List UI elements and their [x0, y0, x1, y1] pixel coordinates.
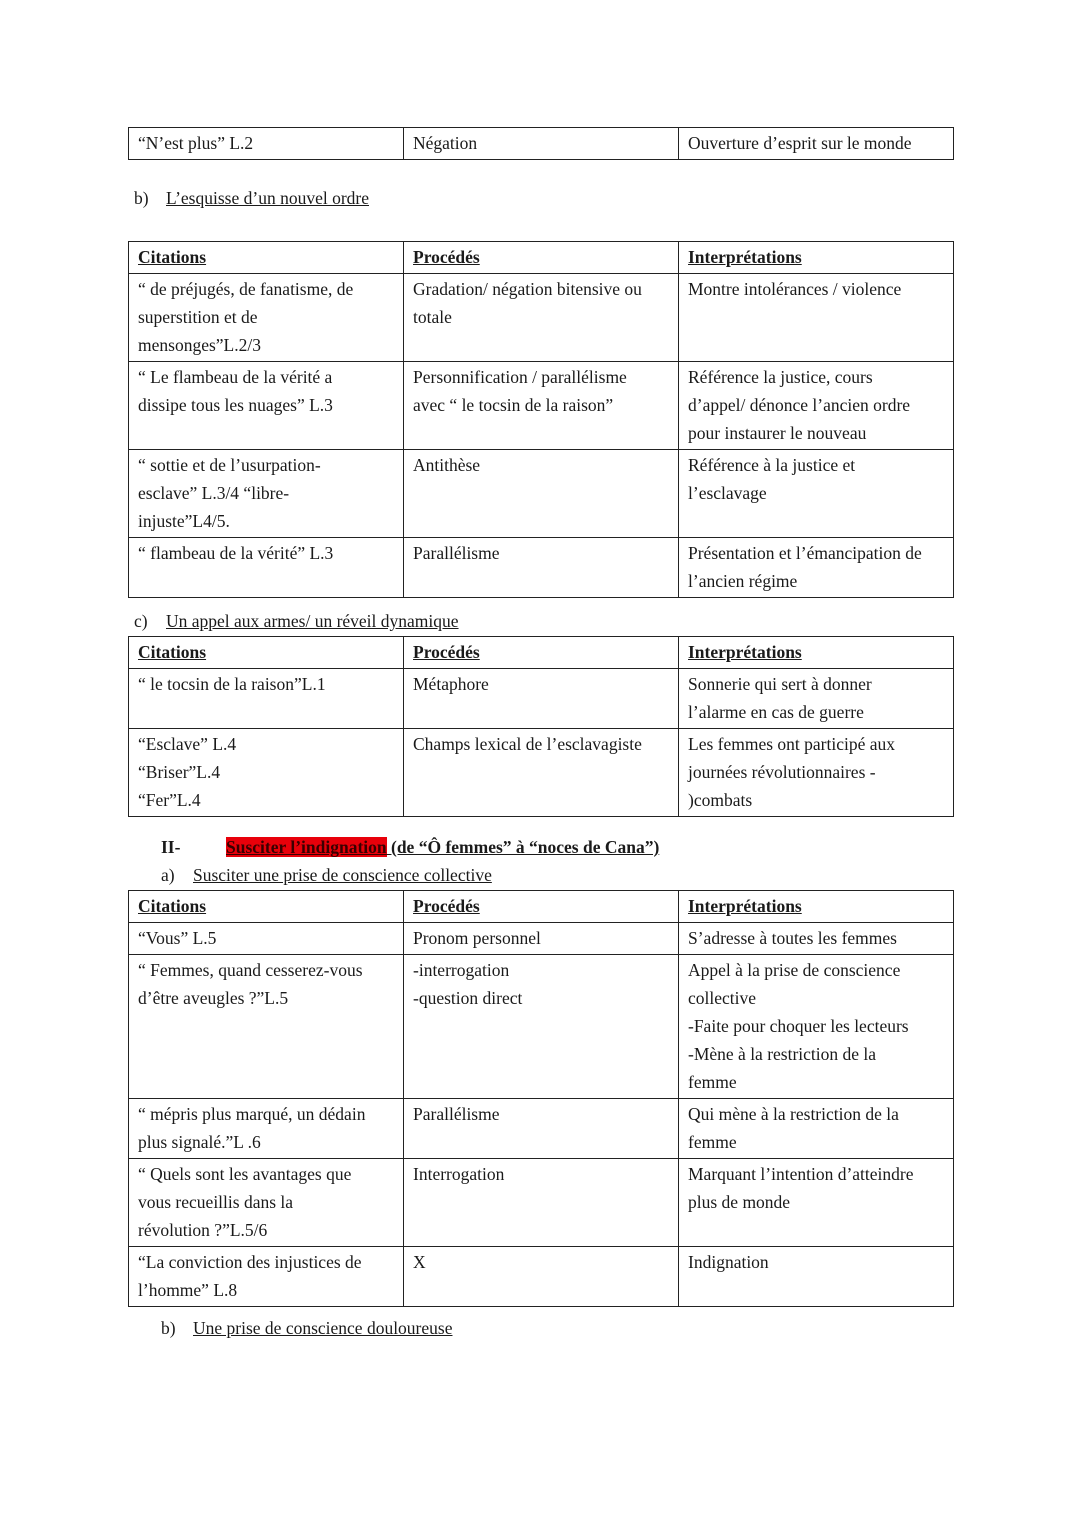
interpretation-text-line: d’appel/ dénonce l’ancien ordre — [688, 395, 911, 415]
column-header-procedes: Procédés — [404, 637, 679, 669]
procede-text-line: Antithèse — [413, 455, 481, 475]
column-header-procedes: Procédés — [404, 242, 679, 274]
table-body — [129, 128, 954, 160]
section-heading-b — [134, 186, 369, 210]
procede-cell — [404, 450, 679, 538]
table-appel-aux-armes — [128, 636, 954, 817]
section-marker: b) — [134, 188, 149, 208]
interpretation-cell — [679, 450, 954, 538]
interpretation-text-line: l’alarme en cas de guerre — [688, 702, 864, 722]
interpretation-cell — [679, 1247, 954, 1307]
table-row — [129, 955, 954, 1099]
procede-text-line: avec “ le tocsin de la raison” — [413, 395, 614, 415]
citation-cell — [129, 669, 404, 729]
citation-text-line: injuste”L4/5. — [138, 511, 230, 531]
citation-text-line: “La conviction des injustices de — [138, 1252, 362, 1272]
citation-text-line: “ Quels sont les avantages que — [138, 1164, 352, 1184]
table-row — [129, 669, 954, 729]
citation-text-line: révolution ?”L.5/6 — [138, 1220, 268, 1240]
procede-text-line: Parallélisme — [413, 1104, 500, 1124]
interpretation-cell — [679, 1099, 954, 1159]
table-row — [129, 128, 954, 160]
section-title: Susciter une prise de conscience collective — [193, 865, 492, 885]
procede-cell — [404, 362, 679, 450]
interpretation-text-line: S’adresse à toutes les femmes — [688, 928, 897, 948]
table-body — [129, 637, 954, 817]
citation-text-line: plus signalé.”L .6 — [138, 1132, 261, 1152]
procede-cell — [404, 128, 679, 160]
column-header-citations: Citations — [129, 637, 404, 669]
procede-cell — [404, 669, 679, 729]
interpretation-cell — [679, 362, 954, 450]
procede-text-line: X — [413, 1252, 426, 1272]
citation-text-line: superstition et de — [138, 307, 258, 327]
interpretation-text-line: -Mène à la restriction de la — [688, 1044, 877, 1064]
interpretation-text-line: Qui mène à la restriction de la — [688, 1104, 899, 1124]
procede-cell — [404, 1247, 679, 1307]
citation-text-line: “ sottie et de l’usurpation- — [138, 455, 321, 475]
citation-text-line: “ de préjugés, de fanatisme, de — [138, 279, 354, 299]
section-title: Une prise de conscience douloureuse — [193, 1318, 453, 1338]
part-title-rest: (de “Ô femmes” à “noces de Cana”) — [386, 837, 660, 857]
citation-cell — [129, 955, 404, 1099]
table-continuation — [128, 127, 954, 160]
table-body — [129, 242, 954, 598]
interpretation-text-line: femme — [688, 1072, 737, 1092]
citation-text-line: “Briser”L.4 — [138, 762, 221, 782]
table-row — [129, 1099, 954, 1159]
procede-text-line: totale — [413, 307, 452, 327]
interpretation-cell — [679, 955, 954, 1099]
citation-cell — [129, 128, 404, 160]
table-header-row — [129, 242, 954, 274]
interpretation-text-line: -Faite pour choquer les lecteurs — [688, 1016, 909, 1036]
citation-text-line: “N’est plus” L.2 — [138, 133, 254, 153]
section-heading-c — [134, 609, 459, 633]
citation-cell — [129, 538, 404, 598]
procede-text-line: Négation — [413, 133, 478, 153]
citation-text-line: esclave” L.3/4 “libre- — [138, 483, 290, 503]
part-heading-2 — [161, 835, 659, 859]
interpretation-text-line: plus de monde — [688, 1192, 791, 1212]
citation-text-line: “Esclave” L.4 — [138, 734, 237, 754]
section-title: L’esquisse d’un nouvel ordre — [166, 188, 369, 208]
citation-cell — [129, 362, 404, 450]
interpretation-text-line: Appel à la prise de conscience — [688, 960, 901, 980]
table-body — [129, 891, 954, 1307]
column-header-interpretations: Interprétations — [679, 242, 954, 274]
interpretation-text-line: Marquant l’intention d’atteindre — [688, 1164, 914, 1184]
interpretation-text-line: Sonnerie qui sert à donner — [688, 674, 872, 694]
section-heading-2b — [161, 1316, 452, 1340]
interpretation-cell — [679, 1159, 954, 1247]
interpretation-text-line: l’esclavage — [688, 483, 767, 503]
section-marker: a) — [161, 865, 175, 885]
citation-text-line: “ Femmes, quand cesserez-vous — [138, 960, 363, 980]
procede-text-line: -question direct — [413, 988, 523, 1008]
citation-cell — [129, 1159, 404, 1247]
citation-text-line: d’être aveugles ?”L.5 — [138, 988, 289, 1008]
column-header-citations: Citations — [129, 242, 404, 274]
table-row — [129, 729, 954, 817]
column-header-interpretations: Interprétations — [679, 637, 954, 669]
citation-text-line: “Vous” L.5 — [138, 928, 217, 948]
interpretation-text-line: pour instaurer le nouveau — [688, 423, 867, 443]
interpretation-text-line: Référence la justice, cours — [688, 367, 873, 387]
interpretation-text-line: collective — [688, 988, 757, 1008]
citation-cell — [129, 450, 404, 538]
table-nouvel-ordre — [128, 241, 954, 598]
highlighted-title: Susciter l’indignation — [226, 837, 387, 857]
procede-text-line: Champs lexical de l’esclavagiste — [413, 734, 642, 754]
citation-text-line: l’homme” L.8 — [138, 1280, 238, 1300]
table-row — [129, 923, 954, 955]
citation-text-line: mensonges”L.2/3 — [138, 335, 261, 355]
interpretation-text-line: Ouverture d’esprit sur le monde — [688, 133, 912, 153]
procede-text-line: Gradation/ négation bitensive ou — [413, 279, 642, 299]
citation-text-line: dissipe tous les nuages” L.3 — [138, 395, 333, 415]
table-header-row — [129, 637, 954, 669]
table-prise-de-conscience — [128, 890, 954, 1307]
interpretation-cell — [679, 729, 954, 817]
interpretation-cell — [679, 274, 954, 362]
procede-text-line: Interrogation — [413, 1164, 505, 1184]
citation-text-line: “Fer”L.4 — [138, 790, 201, 810]
procede-cell — [404, 729, 679, 817]
interpretation-text-line: )combats — [688, 790, 753, 810]
column-header-citations: Citations — [129, 891, 404, 923]
citation-text-line: “ flambeau de la vérité” L.3 — [138, 543, 334, 563]
part-marker: II- — [161, 837, 181, 857]
table-header-row — [129, 891, 954, 923]
interpretation-cell — [679, 669, 954, 729]
section-heading-2a — [161, 863, 492, 887]
citation-text-line: “ le tocsin de la raison”L.1 — [138, 674, 326, 694]
interpretation-text-line: Les femmes ont participé aux — [688, 734, 896, 754]
procede-text-line: Pronom personnel — [413, 928, 541, 948]
interpretation-cell — [679, 538, 954, 598]
citation-cell — [129, 274, 404, 362]
citation-cell — [129, 1247, 404, 1307]
procede-cell — [404, 274, 679, 362]
procede-cell — [404, 1099, 679, 1159]
procede-cell — [404, 1159, 679, 1247]
table-row — [129, 1159, 954, 1247]
procede-cell — [404, 955, 679, 1099]
procede-text-line: Personnification / parallélisme — [413, 367, 627, 387]
table-row — [129, 538, 954, 598]
interpretation-text-line: Indignation — [688, 1252, 769, 1272]
column-header-interpretations: Interprétations — [679, 891, 954, 923]
citation-text-line: “ Le flambeau de la vérité a — [138, 367, 333, 387]
interpretation-text-line: journées révolutionnaires - — [688, 762, 876, 782]
procede-text-line: -interrogation — [413, 960, 510, 980]
citation-cell — [129, 923, 404, 955]
interpretation-text-line: l’ancien régime — [688, 571, 798, 591]
table-row — [129, 274, 954, 362]
citation-cell — [129, 1099, 404, 1159]
table-row — [129, 450, 954, 538]
column-header-procedes: Procédés — [404, 891, 679, 923]
interpretation-text-line: Montre intolérances / violence — [688, 279, 902, 299]
table-row — [129, 362, 954, 450]
interpretation-cell — [679, 128, 954, 160]
interpretation-text-line: femme — [688, 1132, 737, 1152]
section-title: Un appel aux armes/ un réveil dynamique — [166, 611, 459, 631]
interpretation-text-line: Présentation et l’émancipation de — [688, 543, 922, 563]
table-row — [129, 1247, 954, 1307]
procede-text-line: Parallélisme — [413, 543, 500, 563]
procede-text-line: Métaphore — [413, 674, 489, 694]
interpretation-cell — [679, 923, 954, 955]
citation-text-line: “ mépris plus marqué, un dédain — [138, 1104, 366, 1124]
procede-cell — [404, 923, 679, 955]
section-marker: b) — [161, 1318, 176, 1338]
citation-cell — [129, 729, 404, 817]
section-marker: c) — [134, 611, 148, 631]
procede-cell — [404, 538, 679, 598]
interpretation-text-line: Référence à la justice et — [688, 455, 856, 475]
citation-text-line: vous recueillis dans la — [138, 1192, 294, 1212]
